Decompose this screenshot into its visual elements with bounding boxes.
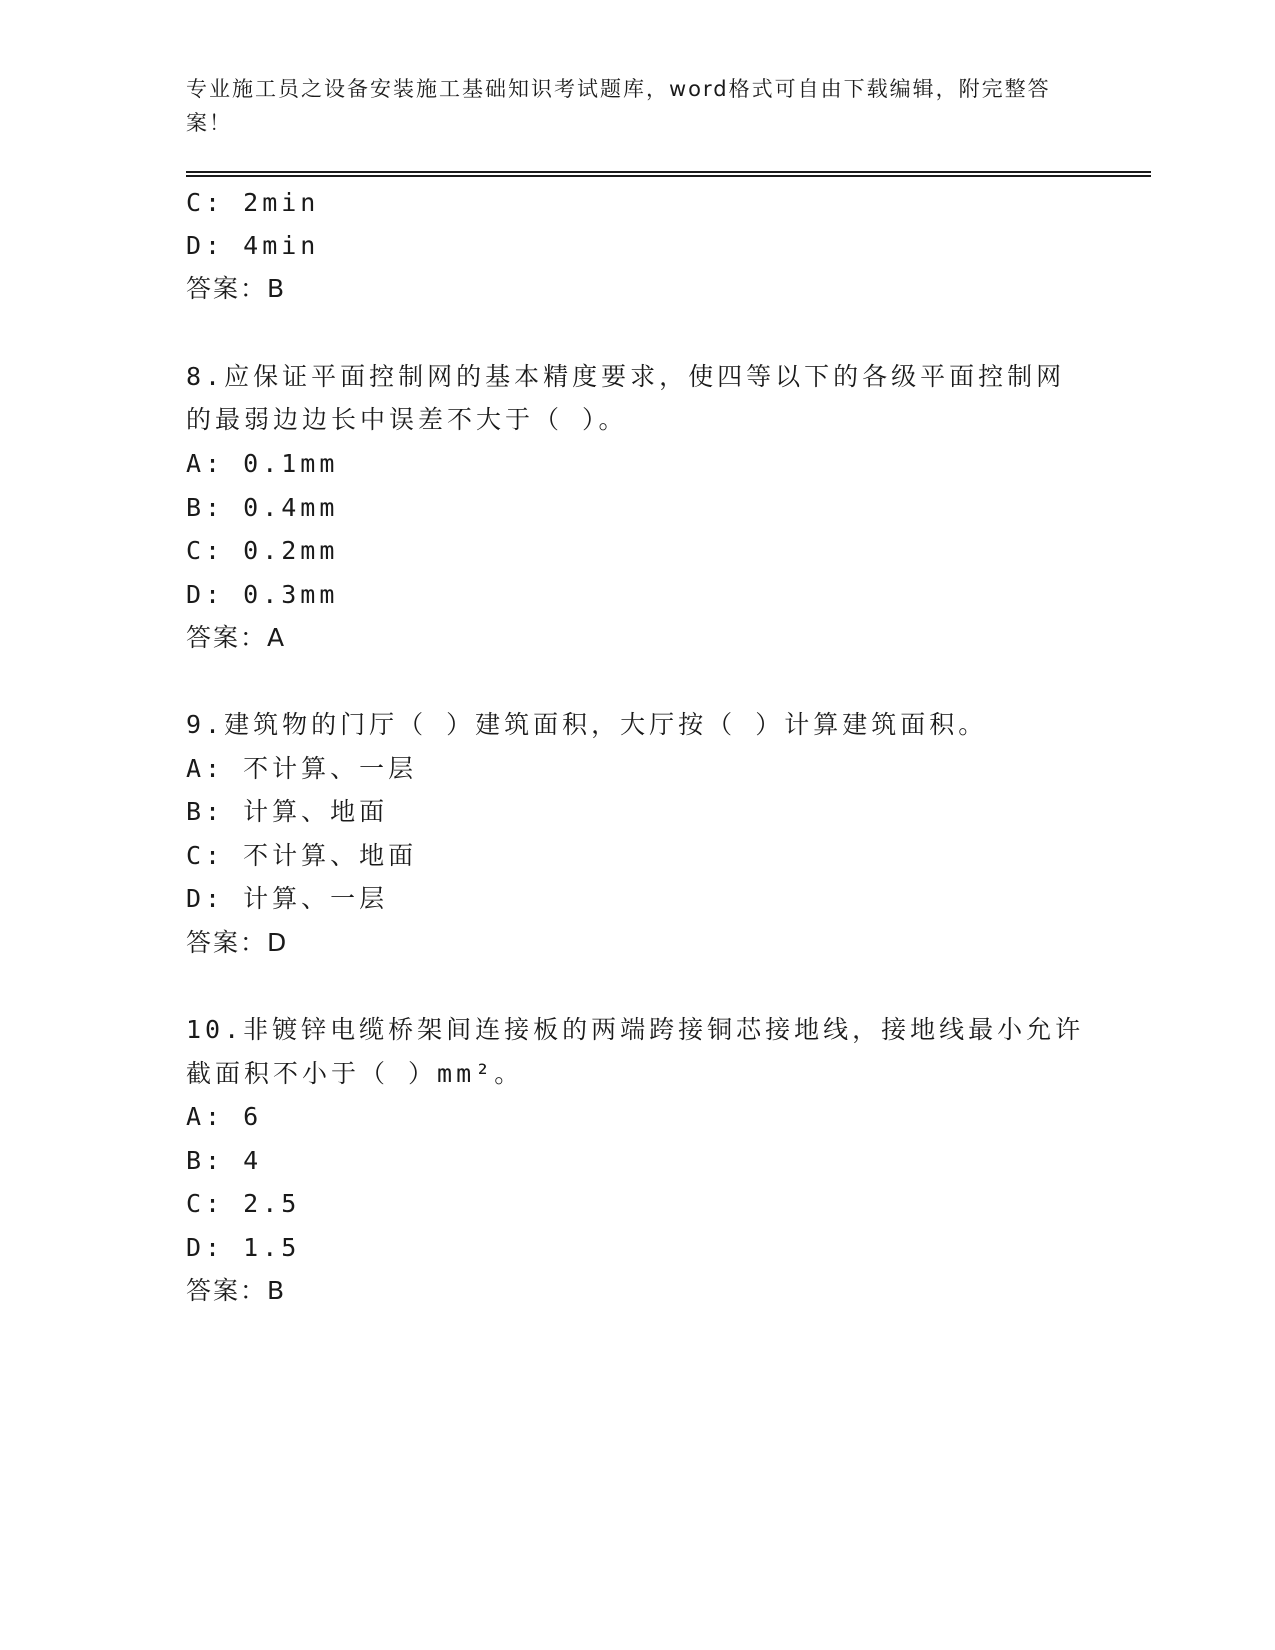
page-header: 专业施工员之设备安装施工基础知识考试题库，word格式可自由下载编辑，附完整答案！ <box>186 77 1051 135</box>
answer-value: B <box>267 1276 287 1305</box>
question-stem: 8.应保证平面控制网的基本精度要求，使四等以下的各级平面控制网 <box>186 362 1066 391</box>
option-a: A: 不计算、一层 <box>186 754 418 783</box>
answer-label: 答案： <box>186 1276 268 1305</box>
option-a: A: 0.1mm <box>186 449 339 478</box>
option-b: B: 0.4mm <box>186 493 339 522</box>
answer-value: D <box>267 928 289 957</box>
question-stem: 9.建筑物的门厅（ ）建筑面积，大厅按（ ）计算建筑面积。 <box>186 710 988 739</box>
option-d: D: 1.5 <box>186 1233 301 1262</box>
answer-label: 答案： <box>186 623 268 652</box>
option-c: C: 2min <box>186 188 320 217</box>
question-stem: 的最弱边边长中误差不大于（ ）。 <box>186 405 628 434</box>
question-stem: 截面积不小于（ ）mm²。 <box>186 1059 524 1088</box>
answer-value: B <box>267 274 287 303</box>
header-rule-top <box>186 171 1151 173</box>
option-a: A: 6 <box>186 1102 263 1131</box>
option-c: C: 不计算、地面 <box>186 841 418 870</box>
option-c: C: 2.5 <box>186 1189 301 1218</box>
header-rule-bottom <box>186 175 1151 177</box>
answer <box>186 272 286 306</box>
answer-label: 答案： <box>186 274 268 303</box>
option-d: D: 计算、一层 <box>186 884 389 913</box>
question-stem: 10.非镀锌电缆桥架间连接板的两端跨接铜芯接地线，接地线最小允许 <box>186 1015 1085 1044</box>
answer <box>186 621 286 655</box>
answer <box>186 926 288 960</box>
option-d: D: 4min <box>186 231 320 260</box>
option-d: D: 0.3mm <box>186 580 339 609</box>
option-b: B: 4 <box>186 1146 263 1175</box>
answer <box>186 1274 286 1308</box>
answer-value: A <box>267 623 287 652</box>
option-c: C: 0.2mm <box>186 536 339 565</box>
option-b: B: 计算、地面 <box>186 797 389 826</box>
answer-label: 答案： <box>186 928 268 957</box>
